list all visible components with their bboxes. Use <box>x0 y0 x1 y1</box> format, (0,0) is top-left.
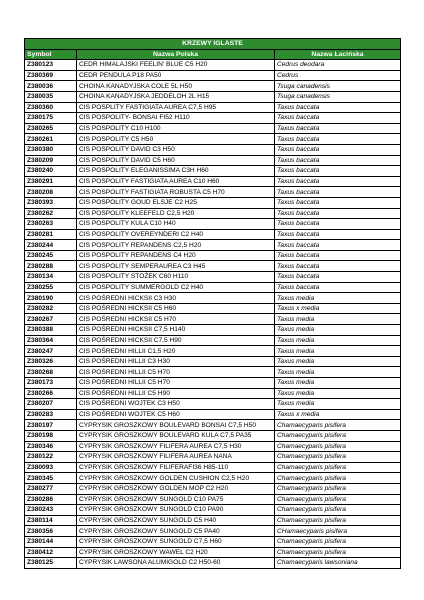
cell-latin-name: Tsuga canadensis <box>275 91 401 102</box>
cell-polish-name: CIS POSPOLITY SEMPERAUREA C3 H45 <box>77 261 275 272</box>
table-row <box>25 536 401 547</box>
cell-symbol: Z380360 <box>25 102 77 113</box>
cell-polish-name: CYPRYSIK GROSZKOWY SUNGOLD C10 PA75 <box>77 494 275 505</box>
table-row <box>25 113 401 124</box>
cell-symbol: Z380093 <box>25 462 77 473</box>
cell-latin-name: Chamaecyparis lawsoniana <box>275 558 401 569</box>
cell-latin-name: Taxus media <box>275 314 401 325</box>
cell-latin-name: Taxus x media <box>275 303 401 314</box>
header-latin-name: Nazwa Łacińska <box>275 49 401 60</box>
table-row <box>25 452 401 463</box>
table-row <box>25 250 401 261</box>
table-row <box>25 420 401 431</box>
cell-latin-name: Taxus baccata <box>275 250 401 261</box>
table-row <box>25 314 401 325</box>
cell-latin-name: Chamaecyparis pisifera <box>275 430 401 441</box>
cell-latin-name: Taxus baccata <box>275 113 401 124</box>
cell-latin-name: Taxus media <box>275 399 401 410</box>
cell-latin-name: Chamaecyparis pisifera <box>275 547 401 558</box>
cell-latin-name: Taxus media <box>275 293 401 304</box>
cell-polish-name: CIS POŚREDNI HILLII C1,5 H20 <box>77 346 275 357</box>
cell-symbol: Z380268 <box>25 367 77 378</box>
table-row <box>25 60 401 71</box>
cell-polish-name: CEDR HIMALAJSKI FEELIN' BLUE C5 H20 <box>77 60 275 71</box>
cell-polish-name: CHOINA KANADYJSKA JEDDELOH 2L H15 <box>77 91 275 102</box>
table-title-row <box>25 39 401 50</box>
cell-latin-name: Taxus baccata <box>275 229 401 240</box>
table-row <box>25 282 401 293</box>
cell-polish-name: CIS POŚREDNI HICKSII C3 H30 <box>77 293 275 304</box>
table-row <box>25 197 401 208</box>
cell-polish-name: CIS POSPOLITY DAVID C5 H60 <box>77 155 275 166</box>
header-polish-name: Nazwa Polska <box>77 49 275 60</box>
cell-latin-name: Chamaecyparis pisifera <box>275 473 401 484</box>
cell-latin-name: Taxus media <box>275 378 401 389</box>
cell-latin-name: Cedrus deodara <box>275 60 401 71</box>
cell-symbol: Z380175 <box>25 113 77 124</box>
cell-symbol: Z380122 <box>25 452 77 463</box>
cell-latin-name: Taxus media <box>275 367 401 378</box>
cell-polish-name: CIS POSPOLITY REPANDENS C2,5 H20 <box>77 240 275 251</box>
table-row <box>25 219 401 230</box>
conifer-shrubs-table <box>24 38 401 569</box>
table-row <box>25 378 401 389</box>
cell-symbol: Z380144 <box>25 536 77 547</box>
table-row <box>25 155 401 166</box>
cell-symbol: Z380282 <box>25 303 77 314</box>
cell-latin-name: Taxus baccata <box>275 102 401 113</box>
cell-polish-name: CYPRYSIK GROSZKOWY FILIFERAFI36 H85-110 <box>77 462 275 473</box>
table-row <box>25 409 401 420</box>
table-row <box>25 91 401 102</box>
cell-symbol: Z380286 <box>25 494 77 505</box>
cell-polish-name: CIS POSPOLITY C10 H100 <box>77 123 275 134</box>
cell-polish-name: CYPRYSIK GROSZKOWY BOULEVARD BONSAI C7,5 H50 <box>77 420 275 431</box>
table-row <box>25 81 401 92</box>
table-row <box>25 70 401 81</box>
cell-latin-name: Tsuga canadensis <box>275 81 401 92</box>
cell-polish-name: CYPRYSIK GROSZKOWY FILIFERA AUREA NANA <box>77 452 275 463</box>
cell-latin-name: Taxus baccata <box>275 187 401 198</box>
table-row <box>25 505 401 516</box>
cell-symbol: Z380393 <box>25 197 77 208</box>
table-row <box>25 102 401 113</box>
cell-polish-name: CIS POSPOLITY SUMMERGOLD C2 H40 <box>77 282 275 293</box>
cell-symbol: Z380283 <box>25 409 77 420</box>
cell-latin-name: Taxus baccata <box>275 123 401 134</box>
cell-polish-name: CIS POŚREDNI HICKSII C5 H60 <box>77 303 275 314</box>
table-row <box>25 144 401 155</box>
cell-symbol: Z380281 <box>25 229 77 240</box>
cell-latin-name: Taxus baccata <box>275 144 401 155</box>
cell-latin-name: Chamaecyparis pisifera <box>275 505 401 516</box>
cell-polish-name: CYPRYSIK GROSZKOWY FILIFERA AUREA C7,5 H30 <box>77 441 275 452</box>
cell-symbol: Z380412 <box>25 547 77 558</box>
cell-latin-name: CHamaecyparis pisifera <box>275 526 401 537</box>
cell-latin-name: Taxus x media <box>275 409 401 420</box>
cell-polish-name: CIS POSPLITY FASTIGIATA AUREA C7,5 H95 <box>77 102 275 113</box>
cell-latin-name: Taxus media <box>275 325 401 336</box>
cell-polish-name: CYPRYSIK GROSZKOWY GOLDEN MOP C2 H20 <box>77 483 275 494</box>
table-row <box>25 303 401 314</box>
cell-latin-name: Taxus baccata <box>275 282 401 293</box>
table-row <box>25 547 401 558</box>
cell-polish-name: CIS POŚREDNI HILLII C5 H90 <box>77 388 275 399</box>
cell-symbol: Z380125 <box>25 558 77 569</box>
cell-latin-name: Taxus media <box>275 356 401 367</box>
cell-latin-name: Taxus baccata <box>275 155 401 166</box>
cell-symbol: Z380262 <box>25 208 77 219</box>
cell-symbol: Z380356 <box>25 526 77 537</box>
table-row <box>25 356 401 367</box>
cell-latin-name: Chamaecyparis pisifera <box>275 494 401 505</box>
cell-latin-name: Taxus baccata <box>275 261 401 272</box>
cell-polish-name: CHOINA KANADYJSKA COLE 5L H50 <box>77 81 275 92</box>
cell-polish-name: CIS POSPOLITY FASTIGIATA AUREA C10 H60 <box>77 176 275 187</box>
cell-polish-name: CYPRYSIK GROSZKOWY SUNGOLD C5 H40 <box>77 515 275 526</box>
header-symbol: Symbol <box>25 49 77 60</box>
cell-polish-name: CIS POŚREDNI WOJTEK C3 H50 <box>77 399 275 410</box>
cell-polish-name: CIS POSPOLITY STOŻEK C60 H110 <box>77 272 275 283</box>
table-title: KRZEWY IGLASTE <box>25 39 401 50</box>
cell-symbol: Z380265 <box>25 123 77 134</box>
cell-polish-name: CIS POSPOLITY REPANDENS C4 H20 <box>77 250 275 261</box>
cell-latin-name: Chamaecyparis pisifera <box>275 515 401 526</box>
cell-symbol: Z380266 <box>25 388 77 399</box>
cell-symbol: Z380255 <box>25 282 77 293</box>
table-row <box>25 388 401 399</box>
cell-latin-name: Taxus baccata <box>275 272 401 283</box>
cell-symbol: Z380261 <box>25 134 77 145</box>
cell-symbol: Z380036 <box>25 81 77 92</box>
cell-symbol: Z380207 <box>25 399 77 410</box>
table-header-row <box>25 49 401 60</box>
table-row <box>25 515 401 526</box>
cell-latin-name: Taxus baccata <box>275 197 401 208</box>
cell-polish-name: CYPRYSIK GROSZKOWY GOLDEN CUSHION C2,5 H20 <box>77 473 275 484</box>
cell-polish-name: CYPRYSIK GROSZKOWY BOULEVARD KULA C7,5 PA35 <box>77 430 275 441</box>
cell-polish-name: CIS POŚREDNI HILLII C3 H30 <box>77 356 275 367</box>
cell-latin-name: Chamaecyparis pisifera <box>275 483 401 494</box>
cell-symbol: Z380123 <box>25 60 77 71</box>
cell-latin-name: Chamaecyparis pisifera <box>275 452 401 463</box>
cell-polish-name: CIS POŚREDNI HILLII C5 H70 <box>77 378 275 389</box>
cell-symbol: Z380388 <box>25 325 77 336</box>
cell-symbol: Z380190 <box>25 293 77 304</box>
cell-latin-name: Taxus baccata <box>275 134 401 145</box>
cell-symbol: Z380209 <box>25 155 77 166</box>
cell-polish-name: CIS POŚREDNI HILLII C5 H70 <box>77 367 275 378</box>
table-body <box>25 60 401 569</box>
table-row <box>25 494 401 505</box>
table-row <box>25 430 401 441</box>
cell-symbol: Z380291 <box>25 176 77 187</box>
table-row <box>25 346 401 357</box>
cell-symbol: Z380245 <box>25 250 77 261</box>
table-row <box>25 558 401 569</box>
cell-symbol: Z380134 <box>25 272 77 283</box>
cell-latin-name: Taxus media <box>275 335 401 346</box>
table-row <box>25 134 401 145</box>
cell-latin-name: Chamaecyparis pisifera <box>275 462 401 473</box>
table-row <box>25 123 401 134</box>
cell-polish-name: CIS POSPOLITY ELEGANISSIMA C3H H60 <box>77 166 275 177</box>
cell-polish-name: CIS POSPOLITY OVEREYNDERI C2 H40 <box>77 229 275 240</box>
table-row <box>25 208 401 219</box>
cell-polish-name: CEDR PENDULA P18 PA50 <box>77 70 275 81</box>
table-row <box>25 325 401 336</box>
cell-latin-name: Taxus baccata <box>275 166 401 177</box>
price-list-sheet <box>24 38 400 569</box>
cell-polish-name: CIS POSPOLITY C5 H50 <box>77 134 275 145</box>
cell-latin-name: Taxus baccata <box>275 219 401 230</box>
cell-polish-name: CIS POŚREDNI HICKSII C7,5 H140 <box>77 325 275 336</box>
cell-latin-name: Taxus baccata <box>275 240 401 251</box>
table-row <box>25 261 401 272</box>
table-row <box>25 473 401 484</box>
cell-symbol: Z380198 <box>25 430 77 441</box>
cell-polish-name: CYPRYSIK LAWSONA ALUMIGOLD C2 H50-60 <box>77 558 275 569</box>
cell-symbol: Z380243 <box>25 505 77 516</box>
table-row <box>25 229 401 240</box>
cell-symbol: Z380267 <box>25 314 77 325</box>
cell-latin-name: Taxus baccata <box>275 208 401 219</box>
table-row <box>25 272 401 283</box>
cell-polish-name: CIS POSPOLITY KULA C10 H40 <box>77 219 275 230</box>
cell-symbol: Z380197 <box>25 420 77 431</box>
cell-polish-name: CIS POSPOLITY KLEEFELD C2,5 H20 <box>77 208 275 219</box>
cell-symbol: Z380263 <box>25 219 77 230</box>
cell-polish-name: CYPRYSIK GROSZKOWY SUNGOLD C7,5 H60 <box>77 536 275 547</box>
cell-symbol: Z380326 <box>25 356 77 367</box>
cell-symbol: Z380277 <box>25 483 77 494</box>
table-row <box>25 293 401 304</box>
cell-symbol: Z380114 <box>25 515 77 526</box>
cell-symbol: Z380364 <box>25 335 77 346</box>
cell-latin-name: Chamaecyparis pisifera <box>275 441 401 452</box>
cell-polish-name: CIS POŚREDNI HICKSII C5 H70 <box>77 314 275 325</box>
cell-polish-name: CIS POSPOLITY GOUD ELSJE C2 H25 <box>77 197 275 208</box>
table-row <box>25 240 401 251</box>
cell-symbol: Z380173 <box>25 378 77 389</box>
cell-polish-name: CYPRYSIK GROSZKOWY WAWEL C2 H20 <box>77 547 275 558</box>
cell-symbol: Z380345 <box>25 473 77 484</box>
cell-latin-name: Chamaecyparis pisifera <box>275 536 401 547</box>
cell-polish-name: CIS POSPOLITY FASTIGIATA ROBUSTA C5 H70 <box>77 187 275 198</box>
cell-symbol: Z380346 <box>25 441 77 452</box>
cell-polish-name: CYPRYSIK GROSZKOWY SUNGOLD C10 PA90 <box>77 505 275 516</box>
cell-polish-name: CIS POŚREDNI WOJTEK C5 H60 <box>77 409 275 420</box>
cell-polish-name: CYPRYSIK GROSZKOWY SUNGOLD C5 PA40 <box>77 526 275 537</box>
cell-latin-name: Chamaecyparis pisifera <box>275 420 401 431</box>
table-row <box>25 462 401 473</box>
cell-symbol: Z380369 <box>25 70 77 81</box>
cell-symbol: Z380247 <box>25 346 77 357</box>
table-row <box>25 166 401 177</box>
cell-polish-name: CIS POSPOLITY- BONSAI FI52 H110 <box>77 113 275 124</box>
cell-symbol: Z380208 <box>25 187 77 198</box>
cell-latin-name: Cedrus <box>275 70 401 81</box>
cell-symbol: Z380244 <box>25 240 77 251</box>
cell-latin-name: Taxus media <box>275 388 401 399</box>
table-row <box>25 483 401 494</box>
cell-polish-name: CIS POSPOLITY DAVID C3 H50 <box>77 144 275 155</box>
cell-symbol: Z380240 <box>25 166 77 177</box>
table-row <box>25 441 401 452</box>
cell-symbol: Z380288 <box>25 261 77 272</box>
table-row <box>25 399 401 410</box>
table-row <box>25 187 401 198</box>
cell-latin-name: Taxus baccata <box>275 176 401 187</box>
cell-latin-name: Taxus media <box>275 346 401 357</box>
cell-polish-name: CIS POŚREDNI HICKSII C7,5 H90 <box>77 335 275 346</box>
cell-symbol: Z380035 <box>25 91 77 102</box>
table-row <box>25 176 401 187</box>
table-row <box>25 367 401 378</box>
table-row <box>25 526 401 537</box>
table-row <box>25 335 401 346</box>
cell-symbol: Z380380 <box>25 144 77 155</box>
